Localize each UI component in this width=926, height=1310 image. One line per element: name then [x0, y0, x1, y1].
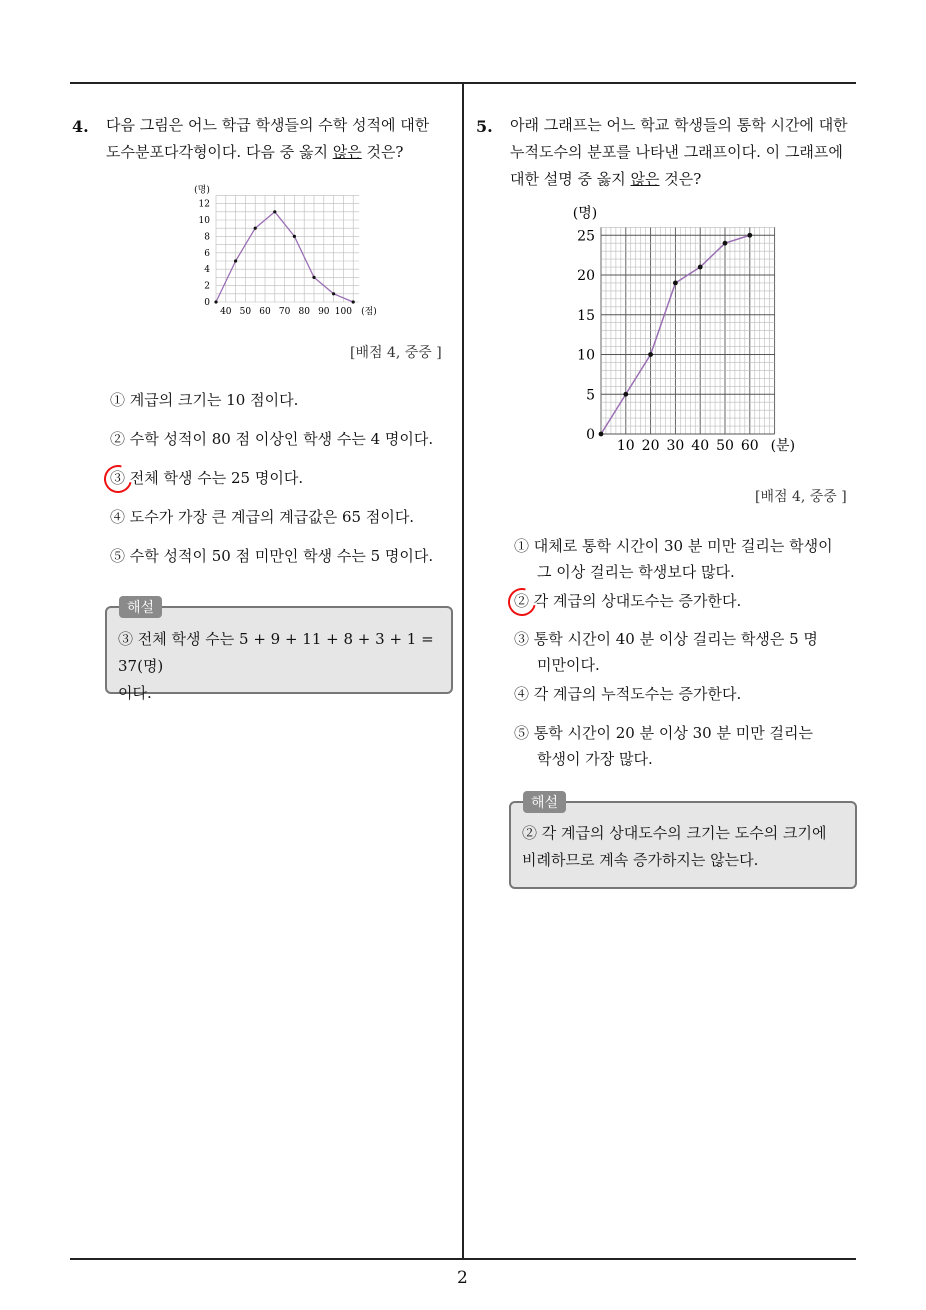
q4-stem — [106, 112, 451, 166]
x-tick-label: 80 — [298, 307, 310, 317]
q5-explanation-line1: ② 각 계급의 상대도수의 크기는 도수의 크기에 — [522, 824, 827, 842]
y-tick-label: 8 — [204, 232, 210, 243]
q4-option-5[interactable]: ⑤ 수학 성적이 50 점 미만인 학생 수는 5 명이다. — [110, 547, 434, 565]
q4-explanation-text — [118, 626, 448, 707]
q4-option-3[interactable]: ③ 전체 학생 수는 25 명이다. — [110, 469, 304, 487]
data-point — [312, 276, 315, 279]
q5-explanation-line2: 비례하므로 계속 증가하지는 않는다. — [522, 851, 759, 869]
q5-option-5[interactable]: ⑤ 통학 시간이 20 분 이상 30 분 미만 걸리는 — [514, 724, 813, 742]
x-tick-label: 40 — [691, 438, 710, 454]
q5-number: 5. — [476, 117, 493, 136]
y-tick-label: 25 — [577, 228, 595, 245]
page-number: 2 — [457, 1268, 468, 1288]
q5-stem — [510, 112, 855, 193]
y-tick-label: 2 — [204, 281, 210, 292]
x-tick-label: 50 — [716, 438, 734, 454]
q5-option-3[interactable]: ③ 통학 시간이 40 분 이상 걸리는 학생은 5 명 — [514, 630, 818, 648]
q5-explanation-tag: 해설 — [523, 791, 566, 813]
q4-option-2[interactable]: ② 수학 성적이 80 점 이상인 학생 수는 4 명이다. — [110, 430, 434, 448]
y-tick-label: 15 — [577, 307, 595, 324]
q5-option-5-cont: 학생이 가장 많다. — [537, 750, 653, 768]
q4-frequency-polygon-chart — [182, 172, 377, 320]
q4-option-4[interactable]: ④ 도수가 가장 큰 계급의 계급값은 65 점이다. — [110, 508, 415, 526]
q4-number: 4. — [72, 117, 89, 136]
x-tick-label: 50 — [239, 307, 252, 317]
q5-option-3-cont: 미만이다. — [537, 656, 600, 674]
y-tick-label: 10 — [198, 216, 210, 226]
y-tick-label: 4 — [204, 265, 210, 276]
data-point — [254, 227, 257, 230]
q4-explanation-line2: 이다. — [118, 684, 152, 702]
data-point — [214, 300, 217, 303]
data-point — [352, 300, 355, 303]
x-tick-label: 20 — [641, 438, 660, 454]
y-tick-label: 0 — [586, 427, 595, 443]
q5-explanation-text — [522, 820, 852, 874]
q5-stem-line1: 아래 그래프는 어느 학교 학생들의 통학 시간에 대한 — [510, 116, 848, 134]
y-tick-label: 12 — [198, 199, 210, 210]
x-tick-label: 10 — [616, 438, 635, 454]
data-point — [234, 259, 237, 262]
y-axis-label: (명) — [572, 205, 598, 222]
data-point — [599, 432, 604, 437]
x-tick-label: 30 — [666, 438, 685, 454]
x-tick-label: 100 — [334, 307, 352, 317]
y-tick-label: 0 — [204, 298, 210, 308]
data-point — [273, 210, 276, 213]
q4-score-meta: [배점 4, 중중 ] — [350, 345, 442, 361]
column-divider — [462, 82, 464, 1258]
bottom-rule — [70, 1258, 856, 1260]
y-tick-label: 6 — [204, 248, 210, 259]
data-point — [747, 233, 752, 238]
data-point — [293, 235, 296, 238]
y-tick-label: 20 — [577, 268, 595, 284]
q5-score-meta: [배점 4, 중중 ] — [755, 489, 847, 505]
q4-explanation-tag: 해설 — [119, 596, 162, 618]
q4-option-1[interactable]: ① 계급의 크기는 10 점이다. — [110, 391, 299, 409]
data-point — [623, 392, 628, 397]
q4-stem-line2: 도수분포다각형이다. 다음 중 옳지 않은 것은? — [106, 143, 404, 161]
q4-stem-line1: 다음 그림은 어느 학급 학생들의 수학 성적에 대한 — [106, 116, 430, 134]
q5-cumulative-frequency-chart — [560, 204, 800, 454]
q4-explanation-line1: ③ 전체 학생 수는 5 + 9 + 11 + 8 + 3 + 1 = 37(명) — [118, 630, 434, 675]
x-tick-label: 40 — [220, 307, 232, 317]
y-tick-label: 10 — [577, 347, 595, 364]
x-tick-label: 60 — [740, 438, 759, 454]
q5-option-1[interactable]: ① 대체로 통학 시간이 30 분 미만 걸리는 학생이 — [514, 537, 833, 555]
x-tick-label: 70 — [278, 307, 291, 317]
q5-stem-line2: 누적도수의 분포를 나타낸 그래프이다. 이 그래프에 — [510, 143, 843, 161]
data-point — [723, 241, 728, 246]
data-point — [648, 352, 653, 357]
data-point — [698, 265, 703, 270]
q5-option-2[interactable]: ② 각 계급의 상대도수는 증가한다. — [514, 592, 742, 610]
x-tick-label: 90 — [318, 307, 330, 317]
x-tick-label: 60 — [259, 307, 271, 317]
q5-option-1-cont: 그 이상 걸리는 학생보다 많다. — [537, 563, 735, 581]
y-axis-label: (명) — [194, 185, 210, 196]
x-axis-label: (점) — [361, 307, 377, 317]
q5-stem-line3: 대한 설명 중 옳지 않은 것은? — [510, 170, 702, 188]
y-tick-label: 5 — [586, 387, 595, 404]
q5-option-4[interactable]: ④ 각 계급의 누적도수는 증가한다. — [514, 685, 742, 703]
data-point — [332, 292, 335, 295]
x-axis-label: (분) — [770, 438, 796, 454]
data-point — [673, 281, 678, 286]
